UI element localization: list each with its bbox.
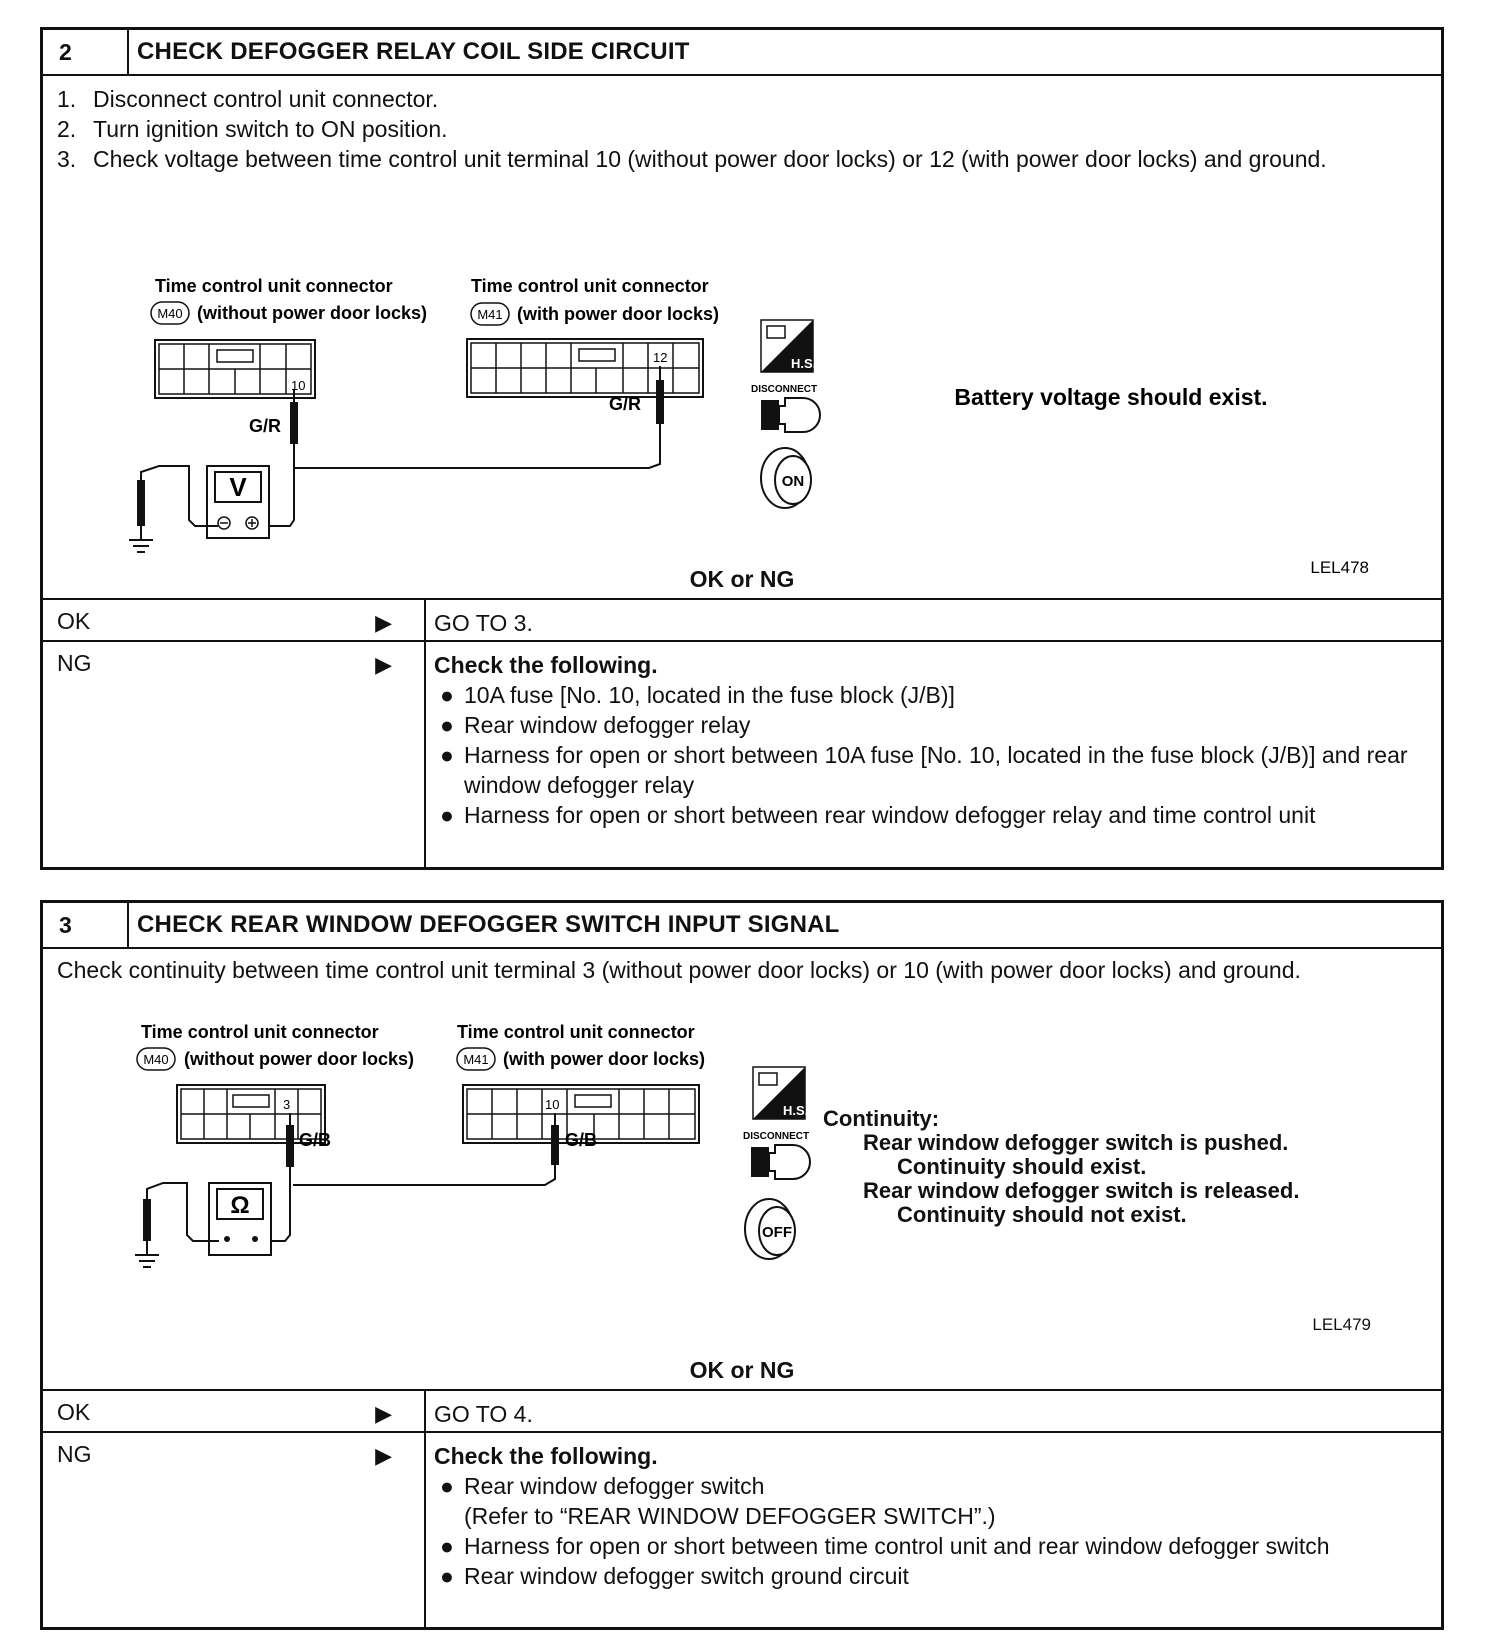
arrow-icon: ▶ bbox=[375, 610, 392, 635]
continuity-spec bbox=[823, 1107, 1299, 1227]
ng-label: NG bbox=[57, 650, 92, 676]
connector-label: Time control unit connector bbox=[471, 276, 709, 296]
ok-row bbox=[43, 598, 1441, 640]
ok-row bbox=[43, 1389, 1441, 1431]
step-title: CHECK DEFOGGER RELAY COIL SIDE CIRCUIT bbox=[137, 38, 690, 65]
continuity-condition: Rear window defogger switch is pushed. bbox=[863, 1130, 1289, 1155]
ok-label: OK bbox=[57, 608, 91, 634]
step-3-header bbox=[43, 903, 1441, 949]
ok-or-ng-label: OK or NG bbox=[689, 566, 795, 592]
refer-note: (Refer to “REAR WINDOW DEFOGGER SWITCH”.) bbox=[464, 1503, 996, 1529]
ground-probe bbox=[137, 480, 145, 526]
connector-code: M40 bbox=[157, 306, 183, 321]
wiring-diagram bbox=[43, 240, 1441, 590]
bullet-icon: ● bbox=[440, 712, 454, 738]
figure-code: LEL479 bbox=[1312, 1315, 1371, 1334]
expected-result: Battery voltage should exist. bbox=[954, 384, 1268, 410]
probe bbox=[551, 1125, 559, 1165]
ng-row bbox=[43, 640, 1441, 870]
continuity-result: Continuity should exist. bbox=[897, 1154, 1147, 1179]
ok-label: OK bbox=[57, 1399, 91, 1425]
ng-heading: Check the following. bbox=[434, 652, 658, 678]
bullet-icon: ● bbox=[440, 1473, 454, 1499]
wire-color: G/R bbox=[609, 394, 642, 414]
ng-heading: Check the following. bbox=[434, 1443, 658, 1469]
step-2-header bbox=[43, 30, 1441, 76]
continuity-result: Continuity should not exist. bbox=[897, 1202, 1187, 1227]
step-2-box bbox=[40, 27, 1444, 870]
meter-symbol: Ω bbox=[230, 1192, 250, 1219]
arrow-icon: ▶ bbox=[375, 652, 392, 677]
disconnect-icon bbox=[751, 1145, 810, 1179]
bullet-icon: ● bbox=[440, 1533, 454, 1559]
connector-m41 bbox=[467, 339, 703, 397]
check-item: ● 10A fuse [No. 10, located in the fuse block (J/B)] bbox=[440, 682, 955, 708]
step-number: 3 bbox=[43, 903, 129, 947]
connector-label: Time control unit connector bbox=[155, 276, 393, 296]
ground-probe bbox=[143, 1199, 151, 1241]
arrow-icon: ▶ bbox=[375, 1401, 392, 1426]
procedure-step: 3. Check voltage between time control unit terminal 10 (without power door locks) or 12 (with power door locks) and ground. bbox=[57, 146, 1327, 172]
step-3-box bbox=[40, 900, 1444, 1630]
probe bbox=[290, 402, 298, 444]
connector-label: Time control unit connector bbox=[141, 1022, 379, 1042]
connector-note: (with power door locks) bbox=[517, 304, 720, 324]
procedure-step: 1. Disconnect control unit connector. bbox=[57, 86, 439, 112]
disconnect-label: DISCONNECT bbox=[751, 384, 818, 395]
connector-code: M40 bbox=[143, 1052, 169, 1067]
hs-label: H.S. bbox=[791, 356, 817, 371]
key-position: OFF bbox=[762, 1224, 792, 1241]
disconnect-icon bbox=[761, 398, 820, 432]
terminal-number: 10 bbox=[545, 1097, 560, 1112]
continuity-condition: Rear window defogger switch is released. bbox=[863, 1178, 1300, 1203]
procedure-text: Check continuity between time control unit terminal 3 (without power door locks) or 10 (with power door locks) and ground. bbox=[57, 957, 1301, 983]
step-number: 2 bbox=[43, 30, 129, 74]
check-item: ● Rear window defogger relay bbox=[440, 712, 751, 738]
probe bbox=[656, 380, 664, 424]
terminal-number: 10 bbox=[291, 378, 306, 393]
bullet-icon: ● bbox=[440, 682, 454, 708]
ng-row bbox=[43, 1431, 1441, 1627]
connector-note: (with power door locks) bbox=[503, 1049, 706, 1069]
probe bbox=[286, 1125, 294, 1167]
disconnect-label: DISCONNECT bbox=[743, 1131, 810, 1142]
arrow-icon: ▶ bbox=[375, 1443, 392, 1468]
ground-icon bbox=[129, 540, 153, 552]
check-item: ● Harness for open or short between time control unit and rear window defogger switch bbox=[440, 1533, 1330, 1559]
bullet-icon: ● bbox=[440, 1563, 454, 1589]
key-position: ON bbox=[781, 473, 805, 490]
continuity-title: Continuity: bbox=[823, 1106, 940, 1131]
connector-note: (without power door locks) bbox=[184, 1049, 414, 1069]
ground-icon bbox=[135, 1255, 159, 1267]
figure-code: LEL478 bbox=[1310, 558, 1369, 577]
check-item: ● Rear window defogger switch ground circuit bbox=[440, 1563, 909, 1589]
connector-code: M41 bbox=[463, 1052, 489, 1067]
connector-label: Time control unit connector bbox=[457, 1022, 695, 1042]
connector-code: M41 bbox=[477, 307, 503, 322]
bullet-icon: ● bbox=[440, 742, 454, 768]
meter-symbol: V bbox=[229, 472, 247, 502]
step-title: CHECK REAR WINDOW DEFOGGER SWITCH INPUT SIGNAL bbox=[137, 911, 840, 938]
wire-color: G/B bbox=[565, 1130, 598, 1150]
wire-color: G/R bbox=[249, 416, 282, 436]
terminal-number: 12 bbox=[653, 350, 668, 365]
ng-label: NG bbox=[57, 1441, 92, 1467]
connector-note: (without power door locks) bbox=[197, 303, 427, 323]
ok-action: GO TO 4. bbox=[434, 1401, 533, 1427]
hs-label: H.S. bbox=[783, 1103, 809, 1118]
wire-color: G/B bbox=[299, 1130, 332, 1150]
check-item: ● Harness for open or short between rear window defogger relay and time control unit bbox=[440, 802, 1316, 828]
procedure-list bbox=[43, 76, 1441, 174]
ok-or-ng-label: OK or NG bbox=[689, 1357, 795, 1383]
check-item: ● Harness for open or short between 10A fuse [No. 10, located in the fuse block (J/B)] and rear window defogger relay bbox=[440, 742, 1408, 798]
check-item: ● Rear window defogger switch bbox=[440, 1473, 765, 1499]
bullet-icon: ● bbox=[440, 802, 454, 828]
terminal-number: 3 bbox=[283, 1097, 291, 1112]
procedure-step: 2. Turn ignition switch to ON position. bbox=[57, 116, 448, 142]
ok-action: GO TO 3. bbox=[434, 610, 533, 636]
